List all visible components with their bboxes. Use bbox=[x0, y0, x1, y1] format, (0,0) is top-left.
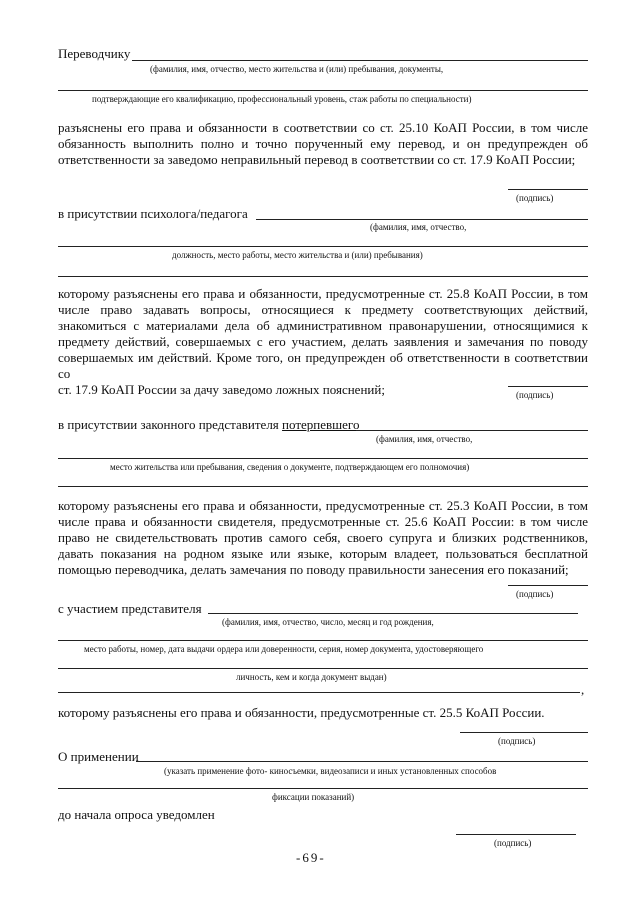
psychologist-paragraph: которому разъяснены его права и обязанности, предусмотренные ст. 25.8 КоАП России, в том числе право задавать вопросы, относящиеся к предмету соответствующих действий, знакомиться с материалами дела об административном правонарушении, относящимися к предмету действий, совершаемых с его участием, делать заявления и замечания по поводу совершаемых им действий. Кроме того, он предупрежден об ответственности в соответствии со ст. 17.9 КоАП России за дачу заведомо ложных пояснений; bbox=[58, 286, 588, 397]
representative-line-2 bbox=[58, 640, 588, 641]
application-line-2 bbox=[58, 788, 588, 789]
translator-line bbox=[132, 60, 588, 61]
notice-label: до начала опроса уведомлен bbox=[58, 807, 215, 822]
representative-caption-3: личность, кем и когда документ выдан) bbox=[236, 672, 387, 682]
representative-signature-line bbox=[460, 732, 588, 733]
translator-caption-1: (фамилия, имя, отчество, место жительства и (или) пребывания, документы, bbox=[150, 64, 444, 74]
application-caption-1: (указать применение фото- киносъемки, видеозаписи и иных установленных способов bbox=[164, 766, 497, 776]
psychologist-label: в присутствии психолога/педагога bbox=[58, 206, 248, 221]
psychologist-caption-2: должность, место работы, место жительства и (или) пребывания) bbox=[172, 250, 423, 260]
representative-line-3 bbox=[58, 668, 588, 669]
legal-rep-caption-2: место жительства или пребывания, сведения о документе, подтверждающем его полномочия) bbox=[110, 462, 470, 472]
legal-rep-caption-1: (фамилия, имя, отчество, bbox=[376, 434, 473, 444]
representative-comma: , bbox=[581, 682, 585, 697]
application-label: О применении bbox=[58, 749, 139, 764]
representative-signature: (подпись) bbox=[498, 736, 536, 746]
representative-caption-1: (фамилия, имя, отчество, число, месяц и год рождения, bbox=[222, 617, 434, 627]
psychologist-line-2 bbox=[58, 246, 588, 247]
application-line bbox=[136, 761, 588, 762]
legal-rep-line-3 bbox=[58, 486, 588, 487]
translator-line-2 bbox=[58, 90, 588, 91]
legal-rep-signature-line bbox=[508, 585, 588, 586]
representative-line-4 bbox=[58, 692, 580, 693]
application-caption-2: фиксации показаний) bbox=[272, 792, 355, 802]
translator-paragraph: разъяснены его права и обязанности в соответствии со ст. 25.10 КоАП России, в том числе обязанность выполнить полно и точно порученный ему перевод, и он предупрежден об ответственности за заведомо неправильный перевод в соответствии со ст. 17.9 КоАП России; bbox=[58, 120, 588, 167]
translator-signature: (подпись) bbox=[516, 193, 554, 203]
legal-rep-line bbox=[356, 430, 588, 431]
page-number: -69- bbox=[296, 850, 326, 865]
translator-label: Переводчику bbox=[58, 46, 131, 61]
representative-caption-2: место работы, номер, дата выдачи ордера или доверенности, серия, номер документа, удостоверяющего bbox=[84, 644, 484, 654]
psychologist-line bbox=[256, 219, 588, 220]
notice-signature-line bbox=[456, 834, 576, 835]
legal-rep-paragraph: которому разъяснены его права и обязанности, предусмотренные ст. 25.3 КоАП России, в том числе права и обязанности свидетеля, предусмотренные ст. 25.6 КоАП России: в том числе право не свидетельствовать против самого себя, своего супруга и близких родственников, давать показания на родном языке или языке, которым владеет, пользоваться бесплатной помощью переводчика, делать замечания по поводу правильности занесения его показаний; bbox=[58, 498, 588, 577]
representative-paragraph: которому разъяснены его права и обязанности, предусмотренные ст. 25.5 КоАП России. bbox=[58, 705, 545, 720]
notice-signature: (подпись) bbox=[494, 838, 532, 848]
psychologist-line-3 bbox=[58, 276, 588, 277]
psychologist-signature: (подпись) bbox=[516, 390, 554, 400]
representative-line bbox=[208, 613, 578, 614]
representative-label: с участием представителя bbox=[58, 601, 202, 616]
psychologist-signature-line bbox=[508, 386, 588, 387]
legal-rep-label: в присутствии законного представителя потерпевшего bbox=[58, 417, 360, 432]
psychologist-caption-1: (фамилия, имя, отчество, bbox=[370, 222, 467, 232]
translator-caption-2: подтверждающие его квалификацию, профессиональный уровень, стаж работы по специальности) bbox=[92, 94, 472, 104]
translator-signature-line bbox=[508, 189, 588, 190]
legal-rep-line-2 bbox=[58, 458, 588, 459]
legal-rep-signature: (подпись) bbox=[516, 589, 554, 599]
